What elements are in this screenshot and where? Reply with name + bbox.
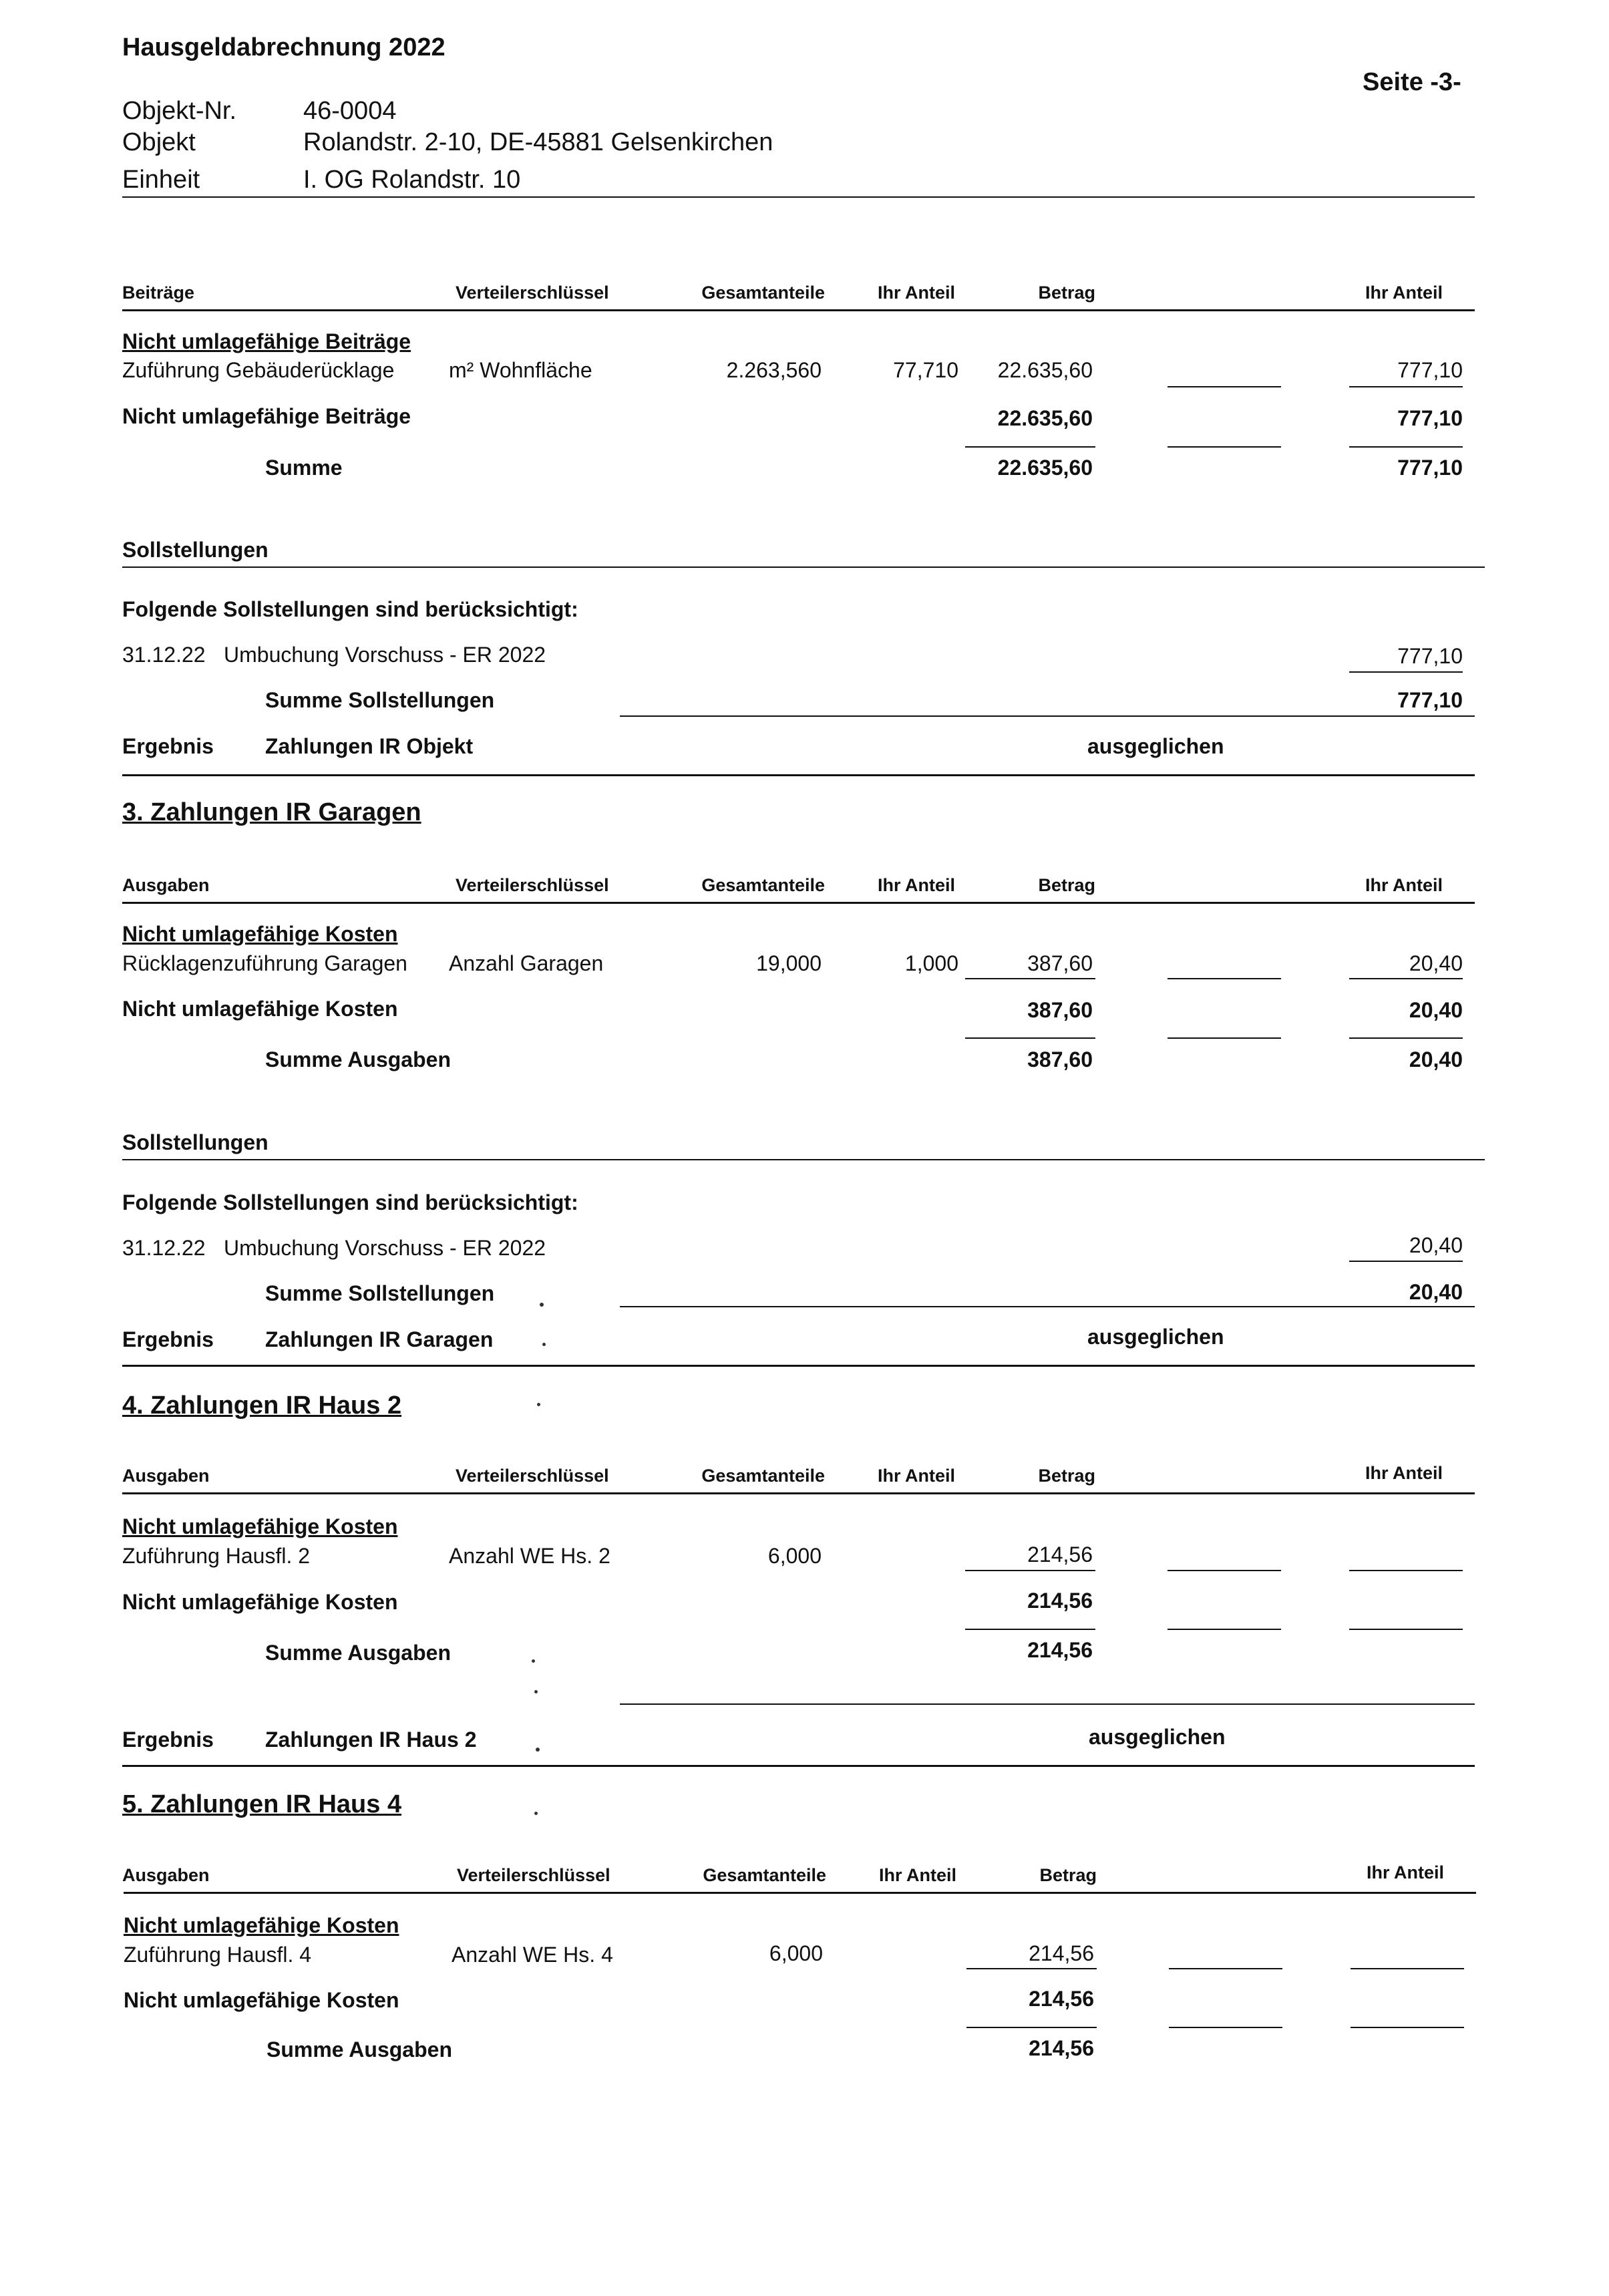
soll-sum-label: Summe Sollstellungen [265, 1281, 495, 1305]
col-header-ihr-anteil: Ihr Anteil [877, 1466, 955, 1486]
group-label: Nicht umlagefähige Kosten [124, 1913, 399, 1937]
soll-date: 31.12.22 [122, 1236, 206, 1260]
subtotal-betrag: 387,60 [1027, 998, 1093, 1022]
soll-sum-value: 777,10 [1397, 688, 1463, 712]
item-betrag: 387,60 [1027, 951, 1093, 975]
summe-ihr: 777,10 [1397, 456, 1463, 480]
col-header-verteiler: Verteilerschlüssel [457, 1865, 610, 1885]
col-header-gesamt: Gesamtanteile [701, 875, 825, 895]
objekt-value: Rolandstr. 2-10, DE-45881 Gelsenkirchen [303, 128, 773, 156]
item-gesamt: 19,000 [756, 951, 822, 975]
col-header-gesamt: Gesamtanteile [701, 283, 825, 303]
subtotal-betrag: 22.635,60 [997, 406, 1093, 430]
summe-betrag: 214,56 [1029, 2036, 1094, 2060]
sum-rule [966, 2027, 1097, 2028]
subtotal-ihr: 20,40 [1409, 998, 1463, 1022]
value-rule [965, 978, 1095, 979]
section-title: 4. Zahlungen IR Haus 2 [122, 1391, 402, 1420]
col-header-gesamt: Gesamtanteile [701, 1466, 825, 1486]
soll-date: 31.12.22 [122, 643, 206, 667]
summe-label: Summe [265, 456, 343, 480]
subtotal-label: Nicht umlagefähige Kosten [122, 1590, 398, 1614]
item-anteil: 1,000 [904, 951, 958, 975]
sollstellungen-rule [122, 566, 1485, 568]
ergebnis-status: ausgeglichen [1087, 1325, 1224, 1349]
col-header-betrag: Betrag [1038, 1466, 1095, 1486]
sum-rule [965, 1629, 1095, 1630]
soll-value: 20,40 [1409, 1233, 1463, 1257]
scan-speck [532, 1659, 535, 1663]
summe-betrag: 387,60 [1027, 1047, 1093, 1072]
soll-label: Umbuchung Vorschuss - ER 2022 [224, 1236, 546, 1260]
group-label: Nicht umlagefähige Kosten [122, 922, 398, 946]
col-header-verteiler: Verteilerschlüssel [456, 1466, 609, 1486]
subtotal-label: Nicht umlagefähige Kosten [122, 997, 398, 1021]
summe-label: Summe Ausgaben [265, 1047, 451, 1072]
sollstellungen-title: Sollstellungen [122, 538, 269, 562]
scan-speck [534, 1690, 538, 1693]
summe-betrag: 22.635,60 [997, 456, 1093, 480]
ergebnis-name: Zahlungen IR Objekt [265, 734, 474, 758]
sum-rule [1349, 446, 1463, 448]
col-header-ausgaben: Ausgaben [122, 1865, 210, 1885]
item-ihr: 777,10 [1397, 358, 1463, 382]
table-header-rule [122, 902, 1475, 904]
blank-rule [1168, 978, 1281, 979]
sollstellungen-rule [122, 1159, 1485, 1160]
value-rule [966, 1968, 1097, 1969]
blank-rule [1351, 2027, 1464, 2028]
value-rule [1349, 386, 1463, 387]
section-end-rule [122, 1365, 1475, 1367]
item-key: m² Wohnfläche [449, 358, 592, 382]
col-header-betrag: Betrag [1039, 1865, 1097, 1885]
objekt-nr-value: 46-0004 [303, 97, 397, 125]
item-betrag: 214,56 [1029, 1941, 1094, 1965]
table-header-rule [122, 309, 1475, 311]
summe-label: Summe Ausgaben [266, 2037, 452, 2062]
section-end-rule [122, 774, 1475, 776]
item-gesamt: 6,000 [769, 1941, 823, 1965]
col-header-betrag: Betrag [1038, 283, 1095, 303]
summe-rule [620, 1703, 1475, 1705]
ergebnis-name: Zahlungen IR Garagen [265, 1327, 494, 1351]
item-key: Anzahl WE Hs. 4 [452, 1943, 613, 1967]
col-header-ausgaben: Ausgaben [122, 1466, 210, 1486]
scan-speck [542, 1343, 546, 1346]
sum-rule [965, 1037, 1095, 1039]
ergebnis-label: Ergebnis [122, 1327, 214, 1351]
scan-speck [540, 1303, 544, 1307]
col-header-ihr-anteil-right: Ihr Anteil [1365, 875, 1443, 895]
subtotal-betrag: 214,56 [1027, 1589, 1093, 1613]
col-header-ausgaben: Ausgaben [122, 875, 210, 895]
item-label: Rücklagenzuführung Garagen [122, 951, 407, 975]
sollstellungen-note: Folgende Sollstellungen sind berücksichtigt: [122, 597, 578, 621]
item-ihr: 20,40 [1409, 951, 1463, 975]
ergebnis-label: Ergebnis [122, 734, 214, 758]
col-header-ihr-anteil: Ihr Anteil [877, 283, 955, 303]
summe-betrag: 214,56 [1027, 1638, 1093, 1662]
item-betrag: 214,56 [1027, 1542, 1093, 1567]
subtotal-ihr: 777,10 [1397, 406, 1463, 430]
blank-rule [1349, 1570, 1463, 1571]
value-rule [1349, 671, 1463, 673]
subtotal-label: Nicht umlagefähige Kosten [124, 1988, 399, 2012]
col-header-ihr-anteil-right: Ihr Anteil [1365, 1463, 1443, 1483]
item-label: Zuführung Hausfl. 4 [124, 1943, 312, 1967]
col-header-ihr-anteil: Ihr Anteil [877, 875, 955, 895]
soll-value: 777,10 [1397, 644, 1463, 668]
soll-sum-label: Summe Sollstellungen [265, 688, 495, 712]
einheit-value: I. OG Rolandstr. 10 [303, 166, 521, 194]
soll-sum-rule [620, 715, 1475, 717]
col-header-ihr-anteil-right: Ihr Anteil [1366, 1862, 1444, 1882]
item-label: Zuführung Hausfl. 2 [122, 1544, 311, 1568]
col-header-gesamt: Gesamtanteile [703, 1865, 826, 1885]
value-rule [965, 1570, 1095, 1571]
section-end-rule [122, 1765, 1475, 1767]
blank-rule [1169, 1968, 1282, 1969]
blank-rule [1168, 1037, 1281, 1039]
blank-rule [1168, 1629, 1281, 1630]
section-title: 5. Zahlungen IR Haus 4 [122, 1790, 402, 1818]
group-label: Nicht umlagefähige Beiträge [122, 329, 411, 353]
item-betrag: 22.635,60 [997, 358, 1093, 382]
page-number: Seite -3- [1363, 68, 1461, 96]
item-label: Zuführung Gebäuderücklage [122, 358, 395, 382]
summe-ihr: 20,40 [1409, 1047, 1463, 1072]
blank-rule [1168, 386, 1281, 387]
ergebnis-status: ausgeglichen [1089, 1725, 1226, 1749]
scan-speck [537, 1403, 540, 1406]
col-header-verteiler: Verteilerschlüssel [456, 283, 609, 303]
scan-speck [534, 1812, 538, 1815]
item-key: Anzahl WE Hs. 2 [449, 1544, 610, 1568]
subtotal-label: Nicht umlagefähige Beiträge [122, 404, 411, 428]
blank-rule [1168, 446, 1281, 448]
sollstellungen-note: Folgende Sollstellungen sind berücksichtigt: [122, 1190, 578, 1214]
item-anteil: 77,710 [893, 358, 958, 382]
sum-rule [965, 446, 1095, 448]
objekt-nr-label: Objekt-Nr. [122, 97, 237, 125]
value-rule [1349, 978, 1463, 979]
ergebnis-name: Zahlungen IR Haus 2 [265, 1728, 477, 1752]
item-key: Anzahl Garagen [449, 951, 604, 975]
sum-rule [1349, 1037, 1463, 1039]
einheit-label: Einheit [122, 166, 200, 194]
soll-sum-rule [620, 1306, 1475, 1307]
soll-sum-value: 20,40 [1409, 1280, 1463, 1304]
blank-rule [1168, 1570, 1281, 1571]
item-gesamt: 2.263,560 [726, 358, 822, 382]
soll-label: Umbuchung Vorschuss - ER 2022 [224, 643, 546, 667]
section-title: 3. Zahlungen IR Garagen [122, 798, 421, 826]
ergebnis-status: ausgeglichen [1087, 734, 1224, 758]
table-header-rule [124, 1892, 1476, 1894]
blank-rule [1169, 2027, 1282, 2028]
col-header-beitraege: Beiträge [122, 283, 195, 303]
document-title: Hausgeldabrechnung 2022 [122, 33, 445, 61]
col-header-ihr-anteil-right: Ihr Anteil [1365, 283, 1443, 303]
item-gesamt: 6,000 [767, 1544, 822, 1568]
blank-rule [1351, 1968, 1464, 1969]
col-header-betrag: Betrag [1038, 875, 1095, 895]
col-header-ihr-anteil: Ihr Anteil [878, 1865, 956, 1885]
subtotal-betrag: 214,56 [1029, 1987, 1094, 2011]
scan-speck [536, 1748, 540, 1752]
col-header-verteiler: Verteilerschlüssel [456, 875, 609, 895]
header-rule [122, 196, 1475, 198]
table-header-rule [122, 1492, 1475, 1494]
value-rule [1349, 1261, 1463, 1262]
objekt-label: Objekt [122, 128, 196, 156]
summe-label: Summe Ausgaben [265, 1641, 451, 1665]
blank-rule [1349, 1629, 1463, 1630]
group-label: Nicht umlagefähige Kosten [122, 1514, 398, 1538]
sollstellungen-title: Sollstellungen [122, 1130, 269, 1154]
ergebnis-label: Ergebnis [122, 1728, 214, 1752]
